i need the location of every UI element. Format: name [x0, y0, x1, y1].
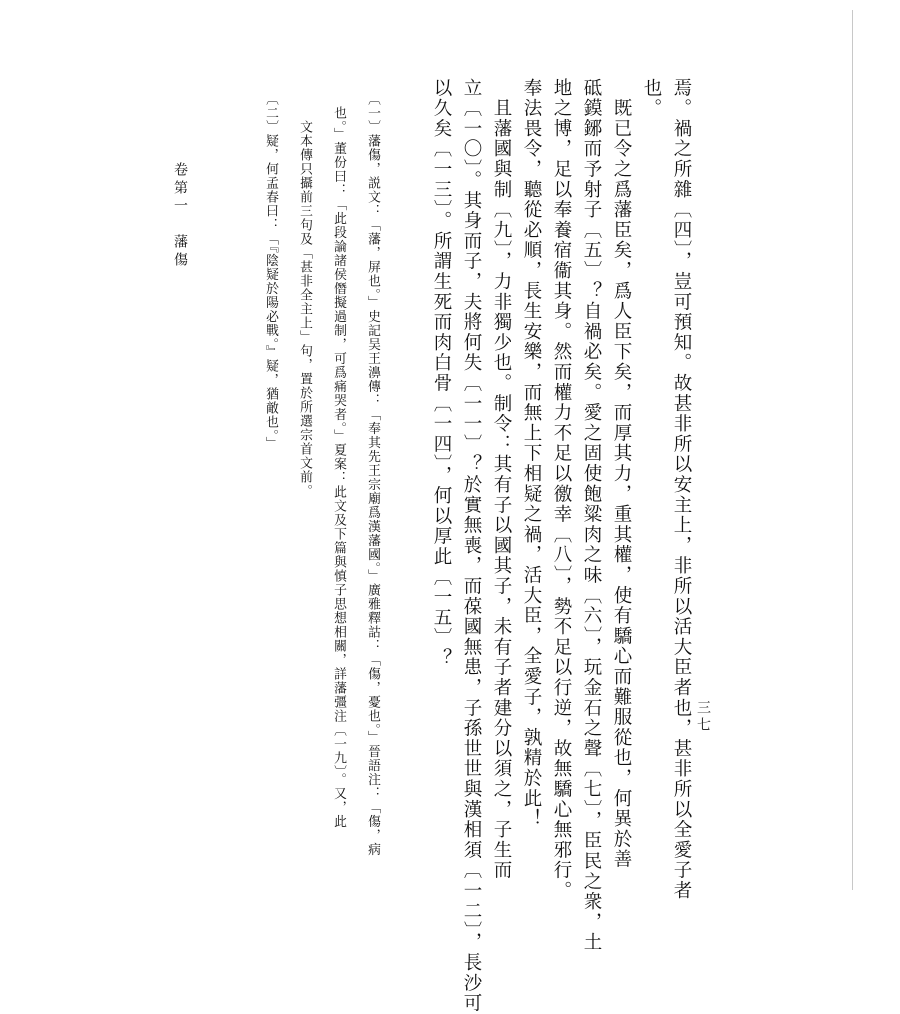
footnote-column: 文本傳只攝前三句及「甚非全主上」句，置於所選宗首文前。 [297, 92, 312, 498]
footnote-column: 〔二〕疑，何孟春曰：「『陰疑於陽必戰。』疑，猶敵也。」 [263, 92, 278, 451]
main-text-column: 立〔一〇〕。其身而子，夫將何失〔一一〕？於實無喪，而葆國無患，子孫世世與漢相須〔一二〕，長沙可 [461, 78, 482, 1014]
main-text-column: 且藩國與制〔九〕，力非獨少也。制令：其有子以國其子，未有子者建分以須之，子生而 [491, 78, 512, 881]
footnote-column: 〔一〕藩傷，説文：「藩，屏也。」史記吴王濞傳：「奉其先王宗廟爲漢藩國。」廣雅釋詁：「傷，憂也。」晉語注：「傷，病 [365, 92, 380, 857]
main-text-column: 既已令之爲藩臣矣，爲人臣下矣，而厚其力，重其權，使有驕心而難服從也，何異於善 [611, 78, 632, 870]
running-head: 卷第一 藩傷 [172, 162, 188, 270]
main-text-column: 也。 [641, 78, 662, 119]
main-text-column: 砥鏌鋣而予射子〔五〕？自禍必矣。愛之固使飽粱肉之味〔六〕，玩金石之聲〔七〕，臣民之衆，土 [581, 78, 602, 953]
main-text-column: 焉。禍之所雜〔四〕，豈可預知。故甚非所以安主上，非所以活大臣者也，甚非所以全愛子者 [671, 78, 692, 902]
page-gutter-line [852, 10, 853, 890]
main-text-column: 奉法畏令，聽從必順，長生安樂，而無上下相疑之禍，活大臣，全愛子，孰精於此！ [521, 78, 542, 830]
page-number: 三七 [695, 700, 711, 734]
main-text-column: 以久矣〔一三〕。所謂生死而肉白骨〔一四〕，何以厚此〔一五〕？ [431, 78, 452, 669]
main-text-column: 地之博，足以奉養宿衞其身。然而權力不足以徼幸〔八〕，勢不足以行逆，故無驕心無邪行。 [551, 78, 572, 902]
footnote-column: 也。」董份曰：「此段論諸侯僭擬過制，可爲痛哭者。」夏案：此文及下篇與慎子思想相關，詳藩彊注〔一九〕。又，此 [331, 92, 346, 829]
